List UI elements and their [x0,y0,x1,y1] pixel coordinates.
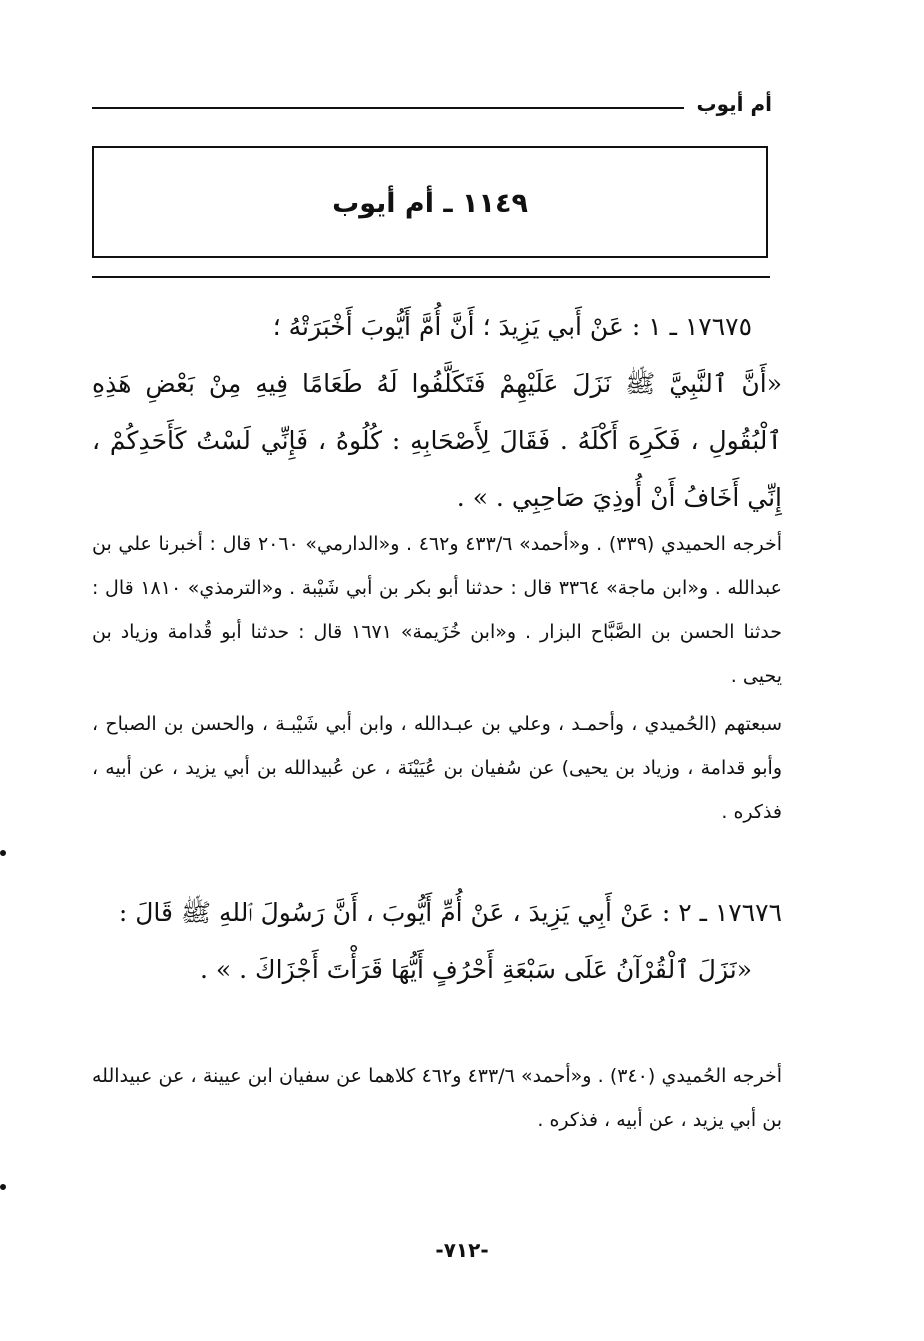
hadith-1-note [92,702,782,834]
scan-edge-mark [0,850,6,856]
scan-edge-mark [0,1184,6,1190]
hadith-1 [92,298,782,526]
header-rule [92,107,684,109]
hadith-1-isnad: ١٧٦٧٥ ـ ١ : عَنْ أَبي يَزِيدَ ؛ أَنَّ أُمَّ أَيُّوبَ أَخْبَرَتْهُ ؛ [272,312,752,341]
hadith-2 [92,884,782,998]
hadith-2-isnad: ١٧٦٧٦ ـ ٢ : عَنْ أَبِي يَزِيدَ ، عَنْ أُمِّ أَيُّوبَ ، أَنَّ رَسُولَ ٱللهِ ﷺ قَالَ : [118,898,782,927]
hadith-2-matn: «نَزَلَ ٱلْقُرْآنُ عَلَى سَبْعَةِ أَحْرُفٍ أَيُّهَا قَرَأْتَ أَجْزَاكَ . » . [200,955,752,984]
chapter-title-box [92,146,768,258]
hadith-1-note-text: سبعتهم (الحُميدي ، وأحمـد ، وعلي بن عبـدالله ، وابن أبي شَيْبـة ، والحسن بن الصباح ، وأبو قدامة ، وزياد بن يحيى) عن سُفيان بن عُيَيْنَة ، عن عُبيدالله بن أبي يزيد ، عن أبيه ، فذكره . [92,713,782,823]
hadith-2-takhrij [92,1054,782,1142]
hadith-1-matn: «أَنَّ ٱلنَّبِيَّ ﷺ نَزَلَ عَلَيْهِمْ فَتَكَلَّفُوا لَهُ طَعَامًا فِيهِ مِنْ بَعْضِ هَذِهِ ٱلْبُقُولِ ، فَكَرِهَ أَكْلَهُ . فَقَالَ لِأَصْحَابِهِ : كُلُوهُ ، فَإِنِّي لَسْتُ كَأَحَدِكُمْ ، إِنِّي أَخَافُ أَنْ أُوذِيَ صَاحِبِي . » . [92,369,782,512]
running-header [92,92,772,122]
chapter-title: ١١٤٩ ـ أم أيوب [332,188,528,219]
hadith-1-takhrij-text: أخرجه الحميدي (٣٣٩) . و«أحمد» ٤٣٣/٦ و٤٦٢ . و«الدارمي» ٢٠٦٠ قال : أخبرنا علي بن عبدالله . و«ابن ماجة» ٣٣٦٤ قال : حدثنا أبو بكر بن أبي شَيْبة . و«الترمذي» ١٨١٠ قال : حدثنا الحسن بن الصَّبَّاح البزار . و«ابن خُزَيمة» ١٦٧١ قال : حدثنا أبو قُدامة وزياد بن يحيى . [92,533,783,687]
hadith-1-takhrij [92,522,782,698]
hadith-2-takhrij-text: أخرجه الحُميدي (٣٤٠) . و«أحمد» ٤٣٣/٦ و٤٦٢ كلاهما عن سفيان ابن عيينة ، عن عبيدالله بن أبي يزيد ، عن أبيه ، فذكره . [92,1065,783,1131]
chapter-rule [92,276,770,278]
page-number: -٧١٢- [435,1238,489,1262]
running-title: أم أيوب [696,92,772,116]
